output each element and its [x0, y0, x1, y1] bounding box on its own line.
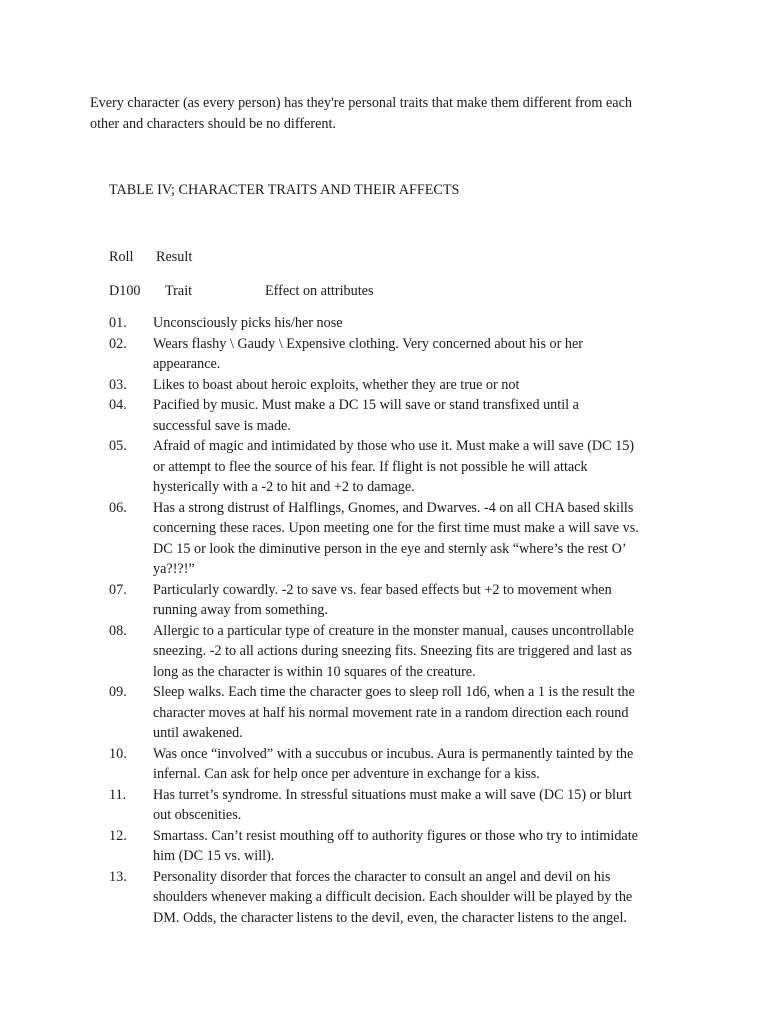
- trait-description: [153, 744, 689, 785]
- trait-number: 10.: [109, 745, 127, 762]
- trait-description-line: concerning these races. Upon meeting one for the first time must make a will save vs.: [153, 520, 639, 536]
- trait-description-line: Smartass. Can’t resist mouthing off to authority figures or those who try to intimidate: [153, 827, 638, 844]
- intro-paragraph: [90, 93, 690, 134]
- trait-row: [109, 375, 689, 396]
- trait-description-line: character moves at half his normal movement rate in a random direction each round: [153, 704, 629, 721]
- header-roll: Roll: [109, 249, 134, 265]
- trait-number: 08.: [109, 622, 127, 639]
- header-effect: Effect on attributes: [265, 283, 374, 299]
- table-title: TABLE IV; CHARACTER TRAITS AND THEIR AFFECTS: [109, 182, 460, 198]
- trait-number: 12.: [109, 827, 127, 844]
- trait-description-line: infernal. Can ask for help once per adventure in exchange for a kiss.: [153, 766, 540, 782]
- trait-description-line: Has turret’s syndrome. In stressful situations must make a will save (DC 15) or blurt: [153, 786, 632, 803]
- header-result: Result: [156, 249, 193, 265]
- trait-row: [109, 395, 689, 436]
- trait-description: [153, 375, 689, 396]
- trait-description-line: DC 15 or look the diminutive person in the eye and sternly ask “where’s the rest O’: [153, 540, 627, 557]
- trait-description-line: shoulders whenever making a difficult decision. Each shoulder will be played by the: [153, 889, 633, 905]
- trait-description-line: Wears flashy \ Gaudy \ Expensive clothing. Very concerned about his or her: [153, 335, 584, 352]
- intro-line: Every character (as every person) has they're personal traits that make them different from each: [90, 95, 632, 111]
- trait-row: [109, 580, 689, 621]
- trait-row: [109, 621, 689, 683]
- header-trait: Trait: [165, 283, 193, 299]
- trait-description: [153, 682, 689, 744]
- trait-description-line: Afraid of magic and intimidated by those who use it. Must make a will save (DC 15): [153, 438, 635, 454]
- trait-number: 13.: [109, 868, 127, 885]
- trait-description: [153, 334, 689, 375]
- header-d100: D100: [109, 283, 141, 299]
- trait-description: [153, 826, 689, 867]
- trait-number: 04.: [109, 397, 127, 413]
- trait-description-line: him (DC 15 vs. will).: [153, 848, 275, 864]
- trait-description-line: Allergic to a particular type of creature in the monster manual, causes uncontrollable: [153, 622, 634, 639]
- trait-description-line: Likes to boast about heroic exploits, whether they are true or not: [153, 376, 520, 393]
- trait-row: [109, 785, 689, 826]
- trait-description-line: Particularly cowardly. -2 to save vs. fear based effects but +2 to movement when: [153, 581, 612, 598]
- trait-description-line: Personality disorder that forces the character to consult an angel and devil on his: [153, 868, 611, 885]
- trait-number: 11.: [109, 786, 127, 803]
- trait-description: [153, 785, 689, 826]
- trait-description-line: sneezing. -2 to all actions during sneezing fits. Sneezing fits are triggered and last as: [153, 643, 633, 659]
- trait-description: [153, 580, 689, 621]
- trait-description-line: Unconsciously picks his/her nose: [153, 315, 343, 331]
- trait-row: [109, 682, 689, 744]
- trait-description: [153, 867, 689, 929]
- trait-row: [109, 744, 689, 785]
- trait-number: 03.: [109, 376, 127, 393]
- trait-number: 01.: [109, 315, 127, 331]
- trait-row: [109, 867, 689, 929]
- trait-description: [153, 313, 689, 334]
- trait-row: [109, 826, 689, 867]
- trait-description-line: DM. Odds, the character listens to the devil, even, the character listens to the angel.: [153, 909, 627, 926]
- trait-description-line: or attempt to flee the source of his fear. If flight is not possible he will attack: [153, 458, 588, 475]
- trait-description-line: Has a strong distrust of Halflings, Gnomes, and Dwarves. -4 on all CHA based skills: [153, 499, 634, 516]
- trait-number: 02.: [109, 335, 127, 352]
- trait-description-line: Pacified by music. Must make a DC 15 will save or stand transfixed until a: [153, 397, 579, 413]
- trait-description-line: appearance.: [153, 356, 221, 372]
- trait-description-line: until awakened.: [153, 725, 243, 741]
- trait-description-line: Sleep walks. Each time the character goes to sleep roll 1d6, when a 1 is the result the: [153, 684, 635, 700]
- trait-description-line: long as the character is within 10 squares of the creature.: [153, 663, 476, 680]
- trait-description: [153, 498, 689, 580]
- trait-description-line: Was once “involved” with a succubus or incubus. Aura is permanently tainted by the: [153, 745, 634, 762]
- trait-number: 06.: [109, 499, 127, 516]
- trait-number: 05.: [109, 438, 127, 454]
- trait-description: [153, 436, 689, 498]
- trait-number: 09.: [109, 684, 127, 700]
- trait-row: [109, 436, 689, 498]
- trait-number: 07.: [109, 581, 127, 598]
- intro-line: other and characters should be no different.: [90, 115, 336, 132]
- trait-description-line: ya?!?!”: [153, 561, 195, 577]
- trait-description-line: hysterically with a -2 to hit and +2 to damage.: [153, 479, 415, 495]
- trait-row: [109, 334, 689, 375]
- traits-table: [109, 313, 689, 928]
- trait-description: [153, 395, 689, 436]
- trait-description-line: running away from something.: [153, 602, 328, 618]
- trait-description-line: successful save is made.: [153, 417, 291, 434]
- trait-row: [109, 498, 689, 580]
- trait-row: [109, 313, 689, 334]
- trait-description: [153, 621, 689, 683]
- trait-description-line: out obscenities.: [153, 807, 242, 823]
